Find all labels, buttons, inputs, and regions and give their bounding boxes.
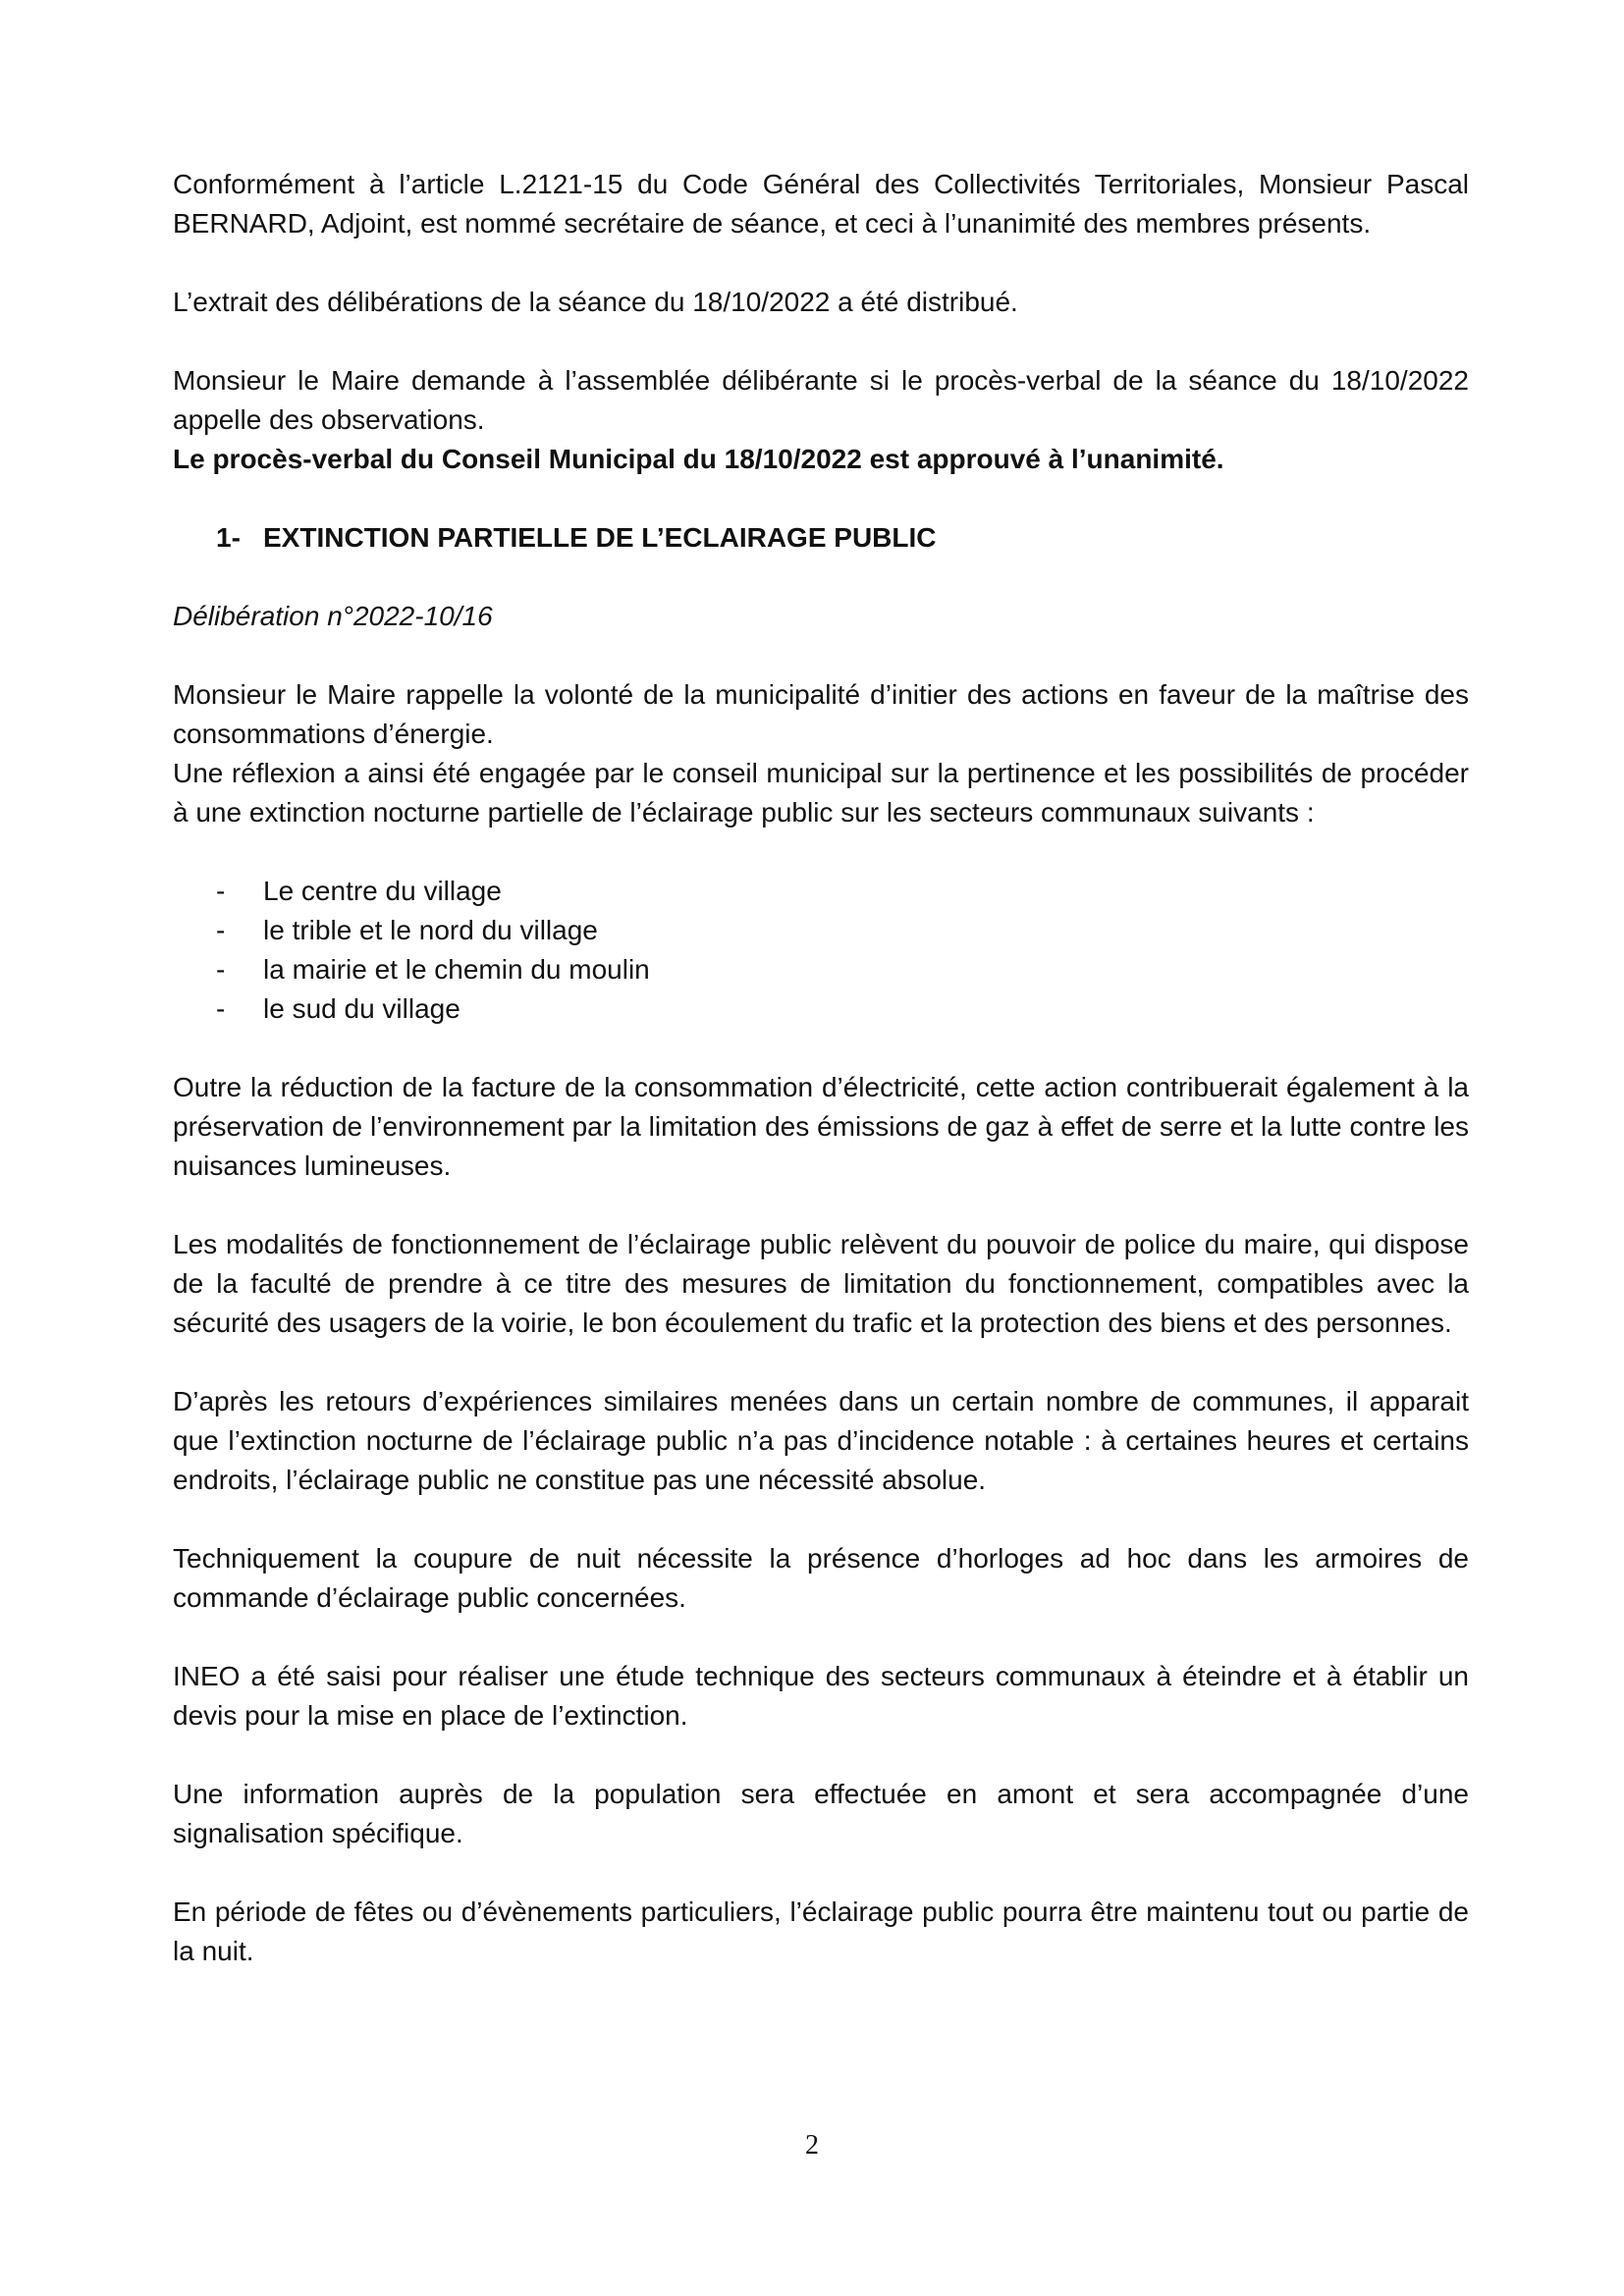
body-paragraph-4: Les modalités de fonctionnement de l’éclairage public relèvent du pouvoir de police du maire, qui dispose de la faculté de prendre à ce titre des mesures de limitation du fonctionnement, compatibles avec la sécurité des usagers de la voirie, le bon écoulement du trafic et la protection des biens et des personnes. <box>173 1229 1469 1338</box>
body-paragraph-6: Techniquement la coupure de nuit nécessite la présence d’horloges ad hoc dans les armoires de commande d’éclairage public concernées. <box>173 1543 1469 1613</box>
section-title: EXTINCTION PARTIELLE DE L’ECLAIRAGE PUBLIC <box>263 522 937 553</box>
page-number: 2 <box>805 2130 819 2161</box>
deliberation-reference: Délibération n°2022-10/16 <box>173 601 493 631</box>
body-paragraph-2: Une réflexion a ainsi été engagée par le conseil municipal sur la pertinence et les possibilités de procéder à une extinction nocturne partielle de l’éclairage public sur les secteurs communaux suivants : <box>173 758 1469 828</box>
section-number: 1- <box>216 522 241 553</box>
list-item: - Le centre du village <box>173 872 1469 911</box>
minutes-approval-statement: Le procès-verbal du Conseil Municipal du 18/10/2022 est approuvé à l’unanimité. <box>173 444 1224 474</box>
body-paragraph-7: INEO a été saisi pour réaliser une étude technique des secteurs communaux à éteindre et à établir un devis pour la mise en place de l’extinction. <box>173 1661 1469 1731</box>
list-item: - le trible et le nord du village <box>173 911 1469 950</box>
body-paragraph-3: Outre la réduction de la facture de la consommation d’électricité, cette action contribuerait également à la préservation de l’environnement par la limitation des émissions de gaz à effet de serre et la lutte contre les nuisances lumineuses. <box>173 1072 1469 1181</box>
document-body <box>173 165 1469 1971</box>
minutes-question-paragraph: Monsieur le Maire demande à l’assemblée délibérante si le procès-verbal de la séance du 18/10/2022 appelle des observations. <box>173 365 1469 435</box>
section-heading <box>216 518 1469 558</box>
body-paragraph-9: En période de fêtes ou d’évènements particuliers, l’éclairage public pourra être maintenu tout ou partie de la nuit. <box>173 1896 1469 1966</box>
list-item: - la mairie et le chemin du moulin <box>173 950 1469 989</box>
list-item: - le sud du village <box>173 989 1469 1029</box>
secretary-paragraph: Conformément à l’article L.2121-15 du Code Général des Collectivités Territoriales, Monsieur Pascal BERNARD, Adjoint, est nommé secrétaire de séance, et ceci à l’unanimité des membres présents. <box>173 169 1469 239</box>
body-paragraph-8: Une information auprès de la population sera effectuée en amont et sera accompagnée d’une signalisation spécifique. <box>173 1779 1469 1848</box>
sectors-list <box>173 872 1469 1029</box>
body-paragraph-1: Monsieur le Maire rappelle la volonté de la municipalité d’initier des actions en faveur de la maîtrise des consommations d’énergie. <box>173 679 1469 749</box>
body-paragraph-5: D’après les retours d’expériences similaires menées dans un certain nombre de communes, il apparait que l’extinction nocturne de l’éclairage public n’a pas d’incidence notable : à certaines heures et certains endroits, l’éclairage public ne constitue pas une nécessité absolue. <box>173 1386 1469 1495</box>
extract-paragraph: L’extrait des délibérations de la séance du 18/10/2022 a été distribué. <box>173 287 1018 317</box>
